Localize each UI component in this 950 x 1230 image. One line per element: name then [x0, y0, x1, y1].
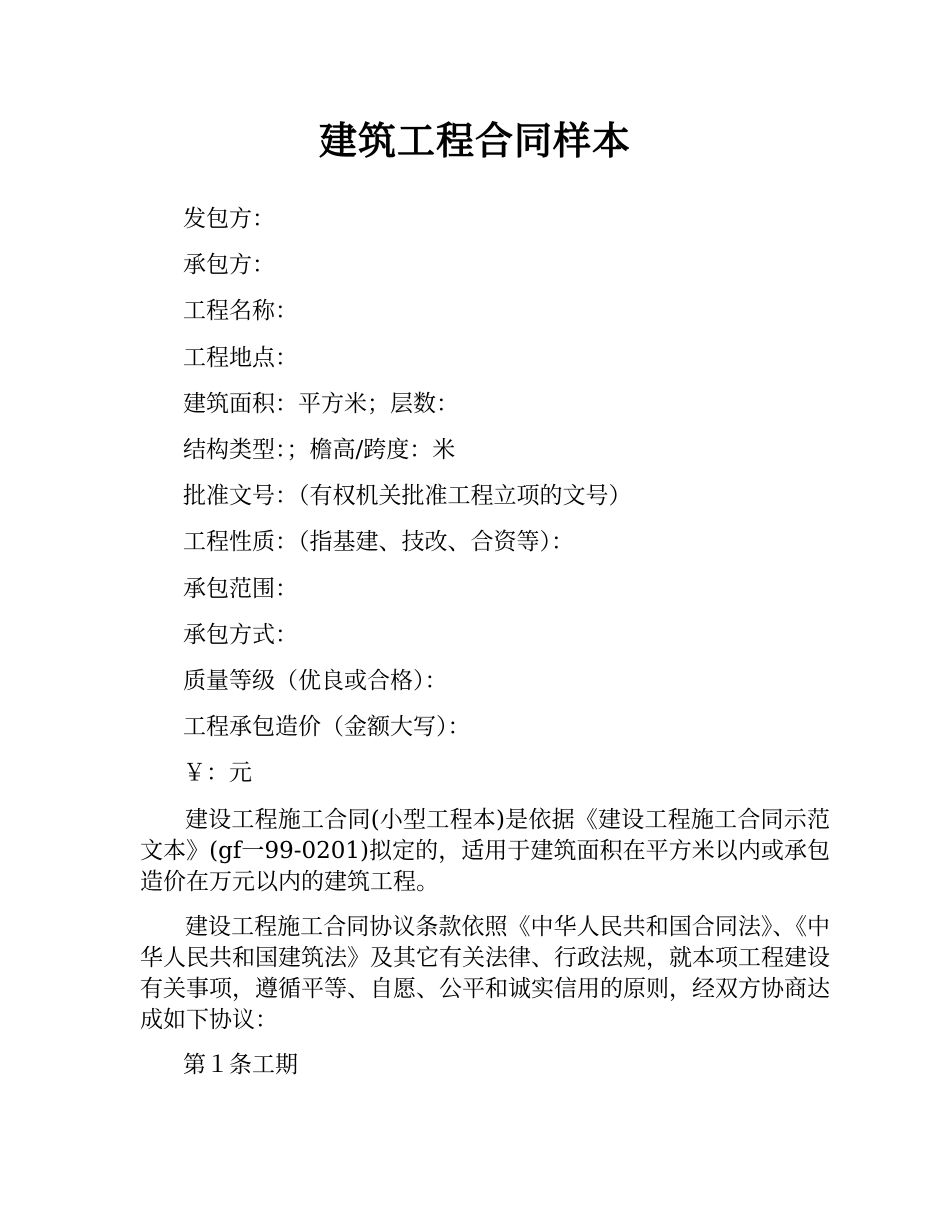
body-paragraphs: [140, 805, 830, 1050]
field-approval-number: 批准文号：（有权机关批准工程立项的文号）: [183, 483, 632, 510]
clause-heading: 第１条工期: [183, 1052, 298, 1078]
field-building-area: 建筑面积：平方米；层数：: [183, 390, 459, 417]
paragraph-agreement: 建设工程施工合同协议条款依照《中华人民共和国合同法》、《中华人民共和国建筑法》及其它有关法律、行政法规，就本项工程建设有关事项，遵循平等、自愿、公平和诚实信用的原则，经双方协商达成如下协议：: [140, 914, 830, 1033]
field-contract-scope: 承包范围：: [183, 575, 298, 602]
document-title: 建筑工程合同样本: [318, 119, 631, 163]
field-structure-type: 结构类型：；檐高/跨度：米: [183, 436, 456, 463]
field-project-nature: 工程性质：（指基建、技改、合资等）：: [183, 529, 574, 556]
contract-fields: [183, 202, 883, 802]
paragraph-intro: 建设工程施工合同(小型工程本)是依据《建设工程施工合同示范文本》(gf一99-0201)拟定的，适用于建筑面积在平方米以内或承包造价在万元以内的建筑工程。: [140, 807, 830, 895]
field-quality-grade: 质量等级（优良或合格）：: [183, 667, 448, 694]
field-project-name: 工程名称：: [183, 298, 298, 325]
field-contract-method: 承包方式：: [183, 621, 298, 648]
field-price-amount: ￥：元: [183, 760, 252, 787]
field-contractor: 承包方：: [183, 252, 275, 279]
field-project-location: 工程地点：: [183, 344, 298, 371]
field-contract-price: 工程承包造价（金额大写）：: [183, 714, 471, 741]
field-employer: 发包方：: [183, 206, 275, 232]
